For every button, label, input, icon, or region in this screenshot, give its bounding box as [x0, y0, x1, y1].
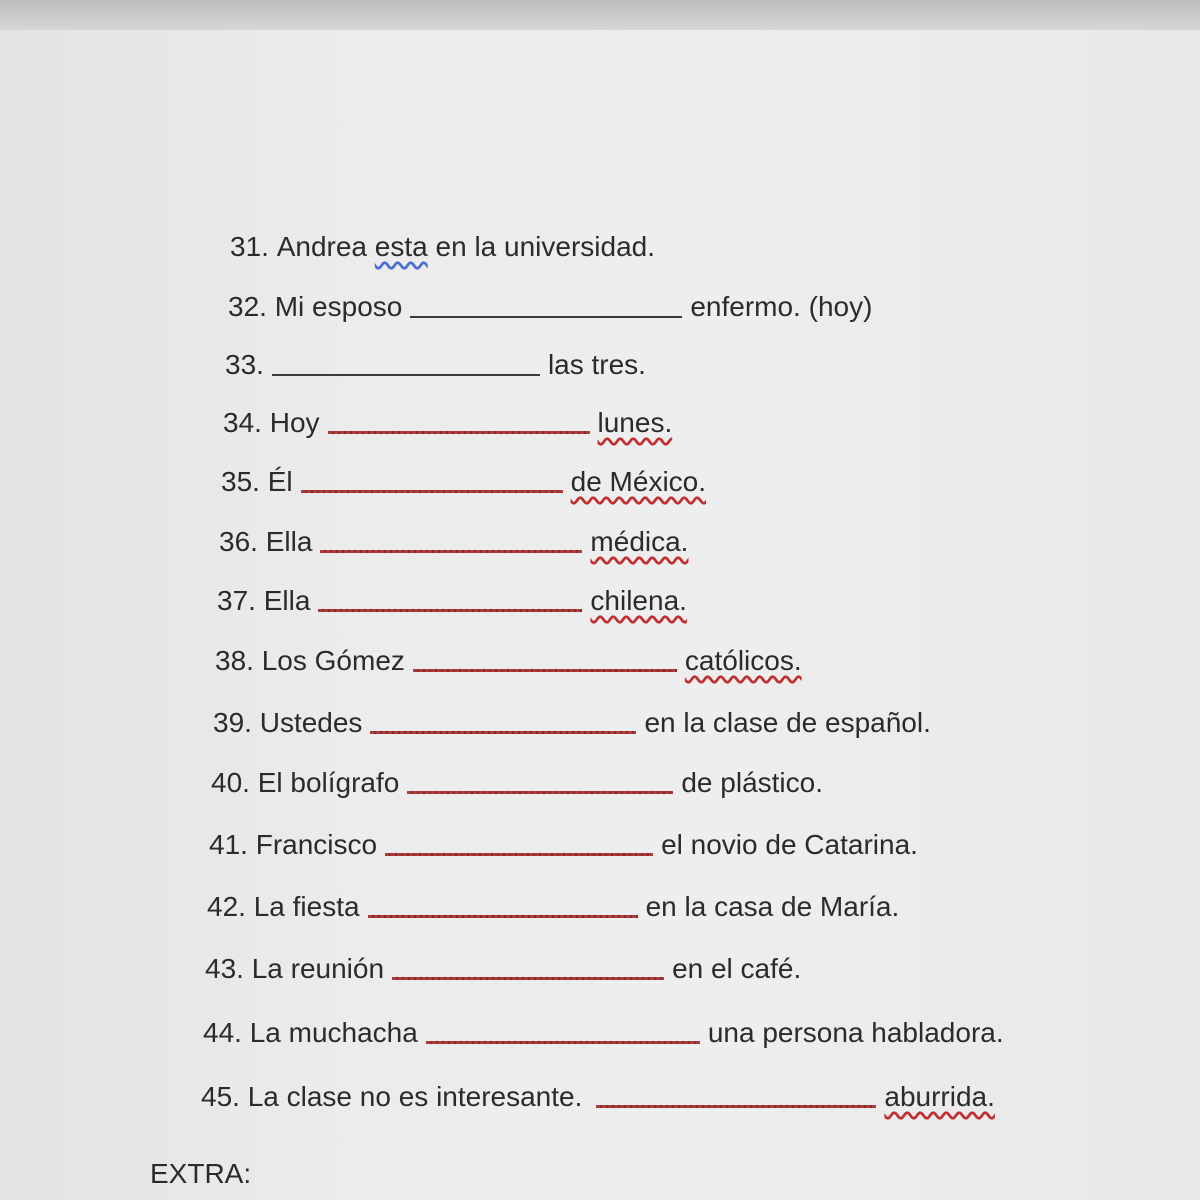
answer-blank[interactable]: [407, 791, 673, 794]
exercise-text-end: las tres.: [547, 349, 646, 380]
exercise-text-end: una persona habladora.: [707, 1017, 1004, 1048]
exercise-number: 32.: [228, 291, 267, 322]
exercise-number: 33.: [225, 349, 264, 380]
exercise-37: [217, 584, 687, 618]
exercise-number: 31.: [230, 231, 269, 262]
answer-blank[interactable]: [368, 915, 638, 918]
answer-blank[interactable]: [413, 669, 677, 672]
exercise-number: 44.: [203, 1017, 242, 1048]
exercise-40: [211, 766, 823, 800]
exercise-text-end: en la universidad.: [435, 231, 655, 262]
exercise-text-start: Ella: [263, 585, 311, 616]
exercise-number: 34.: [223, 407, 262, 438]
extra-heading: EXTRA:: [150, 1158, 252, 1189]
exercise-text-end: católicos.: [684, 645, 802, 676]
exercise-text-start: La fiesta: [253, 891, 360, 922]
exercise-text-start: La reunión: [251, 953, 385, 984]
exercise-32: [228, 290, 872, 324]
exercise-number: 45.: [201, 1081, 240, 1112]
exercise-text-end: en la clase de español.: [644, 707, 931, 738]
exercise-text-start: Los Gómez: [261, 645, 405, 676]
exercise-number: 43.: [205, 953, 244, 984]
answer-blank[interactable]: [385, 853, 653, 856]
exercise-number: 41.: [209, 829, 248, 860]
exercise-text-end: médica.: [590, 526, 689, 557]
exercise-text-end: lunes.: [597, 407, 673, 438]
answer-blank[interactable]: [392, 977, 664, 980]
exercise-text-end: de México.: [570, 466, 707, 497]
exercise-text-end: aburrida.: [884, 1081, 995, 1112]
exercise-number: 40.: [211, 767, 250, 798]
exercise-41: [209, 828, 918, 862]
answer-blank[interactable]: [370, 731, 636, 734]
exercise-text-end: el novio de Catarina.: [661, 829, 918, 860]
answer-blank[interactable]: [272, 374, 540, 376]
answer-blank[interactable]: [410, 316, 682, 318]
exercise-42: [207, 890, 899, 924]
answer-blank[interactable]: [318, 609, 582, 612]
spellcheck-flagged-word: esta: [374, 231, 428, 262]
exercise-text-start: La muchacha: [249, 1017, 418, 1048]
answer-blank[interactable]: [301, 490, 563, 493]
exercise-text-start: Mi esposo: [274, 291, 403, 322]
exercise-33: [225, 348, 646, 382]
exercise-number: 37.: [217, 585, 256, 616]
exercise-text-end: chilena.: [590, 585, 687, 616]
exercise-31: [230, 230, 655, 264]
answer-blank[interactable]: [320, 550, 582, 553]
answer-blank[interactable]: [426, 1041, 700, 1044]
screen-top-edge: [0, 0, 1200, 30]
exercise-38: [215, 644, 802, 678]
exercise-text-start: Ustedes: [259, 707, 363, 738]
exercise-number: 36.: [219, 526, 258, 557]
exercise-text-start: Él: [267, 466, 293, 497]
exercise-text-start: El bolígrafo: [257, 767, 400, 798]
exercise-text-start: Andrea: [276, 231, 368, 262]
exercise-36: [219, 525, 688, 559]
exercise-text-start: Francisco: [255, 829, 378, 860]
exercise-text-end: de plástico.: [681, 767, 823, 798]
exercise-number: 35.: [221, 466, 260, 497]
exercise-35: [221, 465, 706, 499]
exercise-text-end: en la casa de María.: [645, 891, 900, 922]
exercise-44: [203, 1016, 1004, 1050]
answer-blank[interactable]: [328, 431, 590, 434]
exercise-text-start: La clase no es interesante.: [247, 1081, 583, 1112]
exercise-34: [223, 406, 672, 440]
exercise-text-start: Ella: [265, 526, 313, 557]
exercise-number: 42.: [207, 891, 246, 922]
exercise-text-start: Hoy: [269, 407, 320, 438]
exercise-45: [201, 1080, 995, 1114]
exercise-number: 38.: [215, 645, 254, 676]
exercise-text-end: enfermo. (hoy): [690, 291, 873, 322]
answer-blank[interactable]: [596, 1105, 876, 1108]
exercise-text-end: en el café.: [672, 953, 802, 984]
exercise-number: 39.: [213, 707, 252, 738]
exercise-43: [205, 952, 801, 986]
exercise-39: [213, 706, 931, 740]
